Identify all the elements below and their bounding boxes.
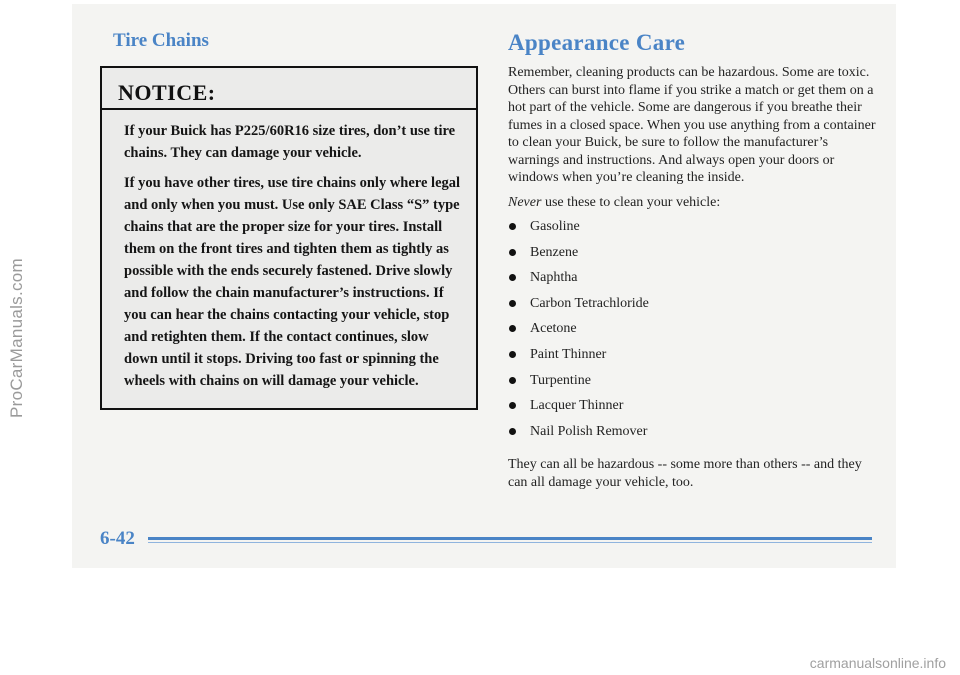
footer-rule-thin	[148, 542, 872, 543]
notice-paragraph-2: If you have other tires, use tire chains only where legal and only when you must. Use only SAE Class “S” type chains that are the proper size for your tires. Install them on the front tires and tighten them as tightly as possible with the ends securely fastened. Drive slowly and follow the chain manufacturer’s instructions. If you can hear the chains contacting your vehicle, stop and retighten them. If the contact continues, slow down until it stops. Driving too fast or spinning the wheels with chains on will damage your vehicle.	[124, 175, 461, 389]
appearance-care-body	[508, 64, 880, 498]
never-word: Never	[508, 194, 542, 210]
notice-title: NOTICE:	[102, 68, 476, 110]
list-item: Naphtha	[508, 269, 880, 295]
list-item: Carbon Tetrachloride	[508, 295, 880, 321]
notice-box	[100, 66, 478, 410]
solvent-list	[508, 218, 880, 448]
closing-paragraph: They can all be hazardous -- some more than others -- and they can all damage your vehicle, too.	[508, 457, 862, 490]
list-item: Turpentine	[508, 372, 880, 398]
list-item: Acetone	[508, 320, 880, 346]
footer-rule	[148, 537, 872, 540]
list-item: Gasoline	[508, 218, 880, 244]
appearance-care-heading: Appearance Care	[508, 30, 686, 55]
intro-paragraph: Remember, cleaning products can be hazardous. Some are toxic. Others can burst into flame if you strike a match or get them on a hot part of the vehicle. Some are dangerous if you breathe their fumes in a closed space. When you use anything from a container to clean your Buick, be sure to follow the manufacturer’s warnings and instructions. And always open your doors or windows when you’re cleaning the inside.	[508, 65, 876, 185]
list-item: Paint Thinner	[508, 346, 880, 372]
list-item: Benzene	[508, 244, 880, 270]
never-rest: use these to clean your vehicle:	[541, 194, 721, 210]
list-item: Nail Polish Remover	[508, 423, 880, 449]
side-watermark	[2, 0, 32, 675]
list-item: Lacquer Thinner	[508, 397, 880, 423]
notice-body	[102, 110, 476, 392]
never-line	[508, 194, 880, 212]
side-watermark-text: ProCarManuals.com	[7, 257, 27, 418]
bottom-watermark: carmanualsonline.info	[809, 655, 946, 671]
notice-paragraph-1: If your Buick has P225/60R16 size tires, don’t use tire chains. They can damage your vehicle.	[124, 123, 456, 161]
tire-chains-heading: Tire Chains	[113, 30, 209, 51]
page-number: 6-42	[100, 528, 135, 549]
